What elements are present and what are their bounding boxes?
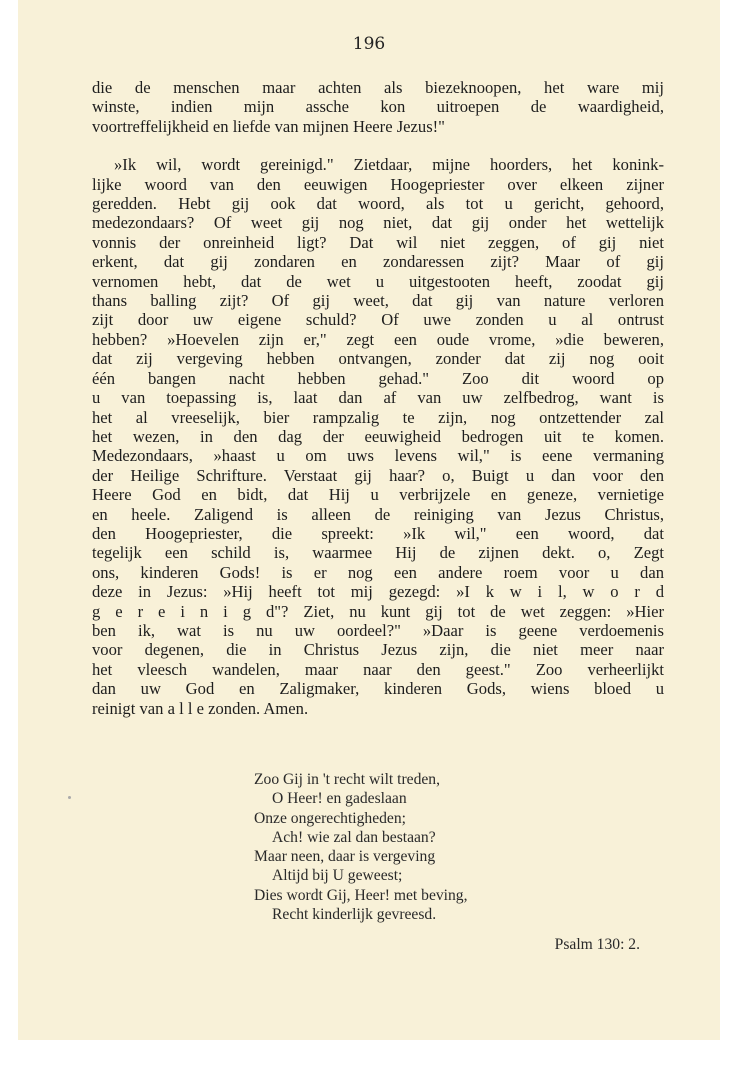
text-line: voortreffelijkheid en liefde van mijnen Heere Jezus!"	[92, 116, 445, 136]
text-line: het vleesch wandelen, maar naar den geest." Zoo verheerlijkt	[92, 659, 664, 679]
text-line: ons, kinderen Gods! is er nog een andere roem voor u dan	[92, 562, 664, 582]
text-line: u van toepassing is, laat dan af van uw zelfbedrog, want is	[92, 388, 664, 408]
text-line: hebben? »Hoevelen zijn er," zegt een oude vrome, »die beweren,	[92, 329, 664, 349]
book-page	[18, 0, 720, 1040]
paragraph-2	[92, 155, 664, 718]
text-line: reinigt van a l l e zonden. Amen.	[92, 698, 309, 718]
psalm-verse	[254, 770, 634, 924]
verse-line: O Heer! en gadeslaan	[272, 790, 407, 808]
text-line: tegelijk een schild is, waarmee Hij de zijnen dekt. o, Zegt	[92, 543, 664, 563]
text-line: en heele. Zaligend is alleen de reiniging van Jezus Christus,	[92, 504, 664, 524]
text-line: erkent, dat gij zondaren en zondaressen zijt? Maar of gij	[92, 252, 664, 272]
text-line: ben ik, wat is nu uw oordeel?" »Daar is geene verdoemenis	[92, 620, 664, 640]
text-line: het al vreeselijk, bier rampzalig te zijn, nog ontzettender zal	[92, 407, 664, 427]
text-line: der Heilige Schrifture. Verstaat gij haar? o, Buigt u dan voor den	[92, 465, 664, 485]
verse-line: Onze ongerechtigheden;	[254, 809, 406, 827]
text-line: vernomen hebt, dat de wet u uitgestooten heeft, zoodat gij	[92, 271, 664, 291]
text-line: zijt door uw eigene schuld? Of uwe zonden u al ontrust	[92, 310, 664, 330]
paper-speck	[68, 796, 71, 799]
text-line: één bangen nacht hebben gehad." Zoo dit woord op	[92, 368, 664, 388]
verse-line: Recht kinderlijk gevreesd.	[272, 906, 437, 924]
text-line: dan uw God en Zaligmaker, kinderen Gods, wiens bloed u	[92, 679, 664, 699]
verse-line: Zoo Gij in 't recht wilt treden,	[254, 771, 440, 788]
text-line: Heere God en bidt, dat Hij u verbrijzele en geneze, vernietige	[92, 485, 664, 505]
text-line: thans balling zijt? Of gij weet, dat gij van nature verloren	[92, 291, 664, 311]
psalm-reference: Psalm 130: 2.	[554, 936, 640, 953]
text-line: vonnis der onreinheid ligt? Dat wil niet zeggen, of gij niet	[92, 232, 664, 252]
text-line: lijke woord van den eeuwigen Hoogepriester over elkeen zijner	[92, 174, 664, 194]
page-number: 196	[352, 34, 386, 54]
text-line: Medezondaars, »haast u om uws levens wil," is eene vermaning	[92, 446, 664, 466]
text-line: deze in Jezus: »Hij heeft tot mij gezegd: »I k w i l, w o r d	[92, 582, 664, 602]
text-line: het wezen, in den dag der eeuwigheid bedrogen uit te komen.	[92, 426, 664, 446]
body-text	[92, 78, 664, 718]
text-line: den Hoogepriester, die spreekt: »Ik wil," een woord, dat	[92, 523, 664, 543]
text-line: winste, indien mijn assche kon uitroepen de waardigheid,	[92, 97, 664, 117]
text-line: geredden. Hebt gij ook dat woord, als tot u gericht, gehoord,	[92, 194, 664, 214]
text-line: g e r e i n i g d"? Ziet, nu kunt gij tot de wet zeggen: »Hier	[92, 601, 664, 621]
verse-line: Dies wordt Gij, Heer! met beving,	[254, 886, 468, 904]
text-line: medezondaars? Of weet gij nog niet, dat gij onder het wettelijk	[92, 213, 664, 233]
text-line: die de menschen maar achten als biezeknoopen, het ware mij	[92, 78, 664, 97]
paragraph-1	[92, 78, 664, 136]
verse-line: Ach! wie zal dan bestaan?	[272, 828, 436, 846]
text-line: »Ik wil, wordt gereinigd." Zietdaar, mijne hoorders, het konink-	[114, 155, 664, 175]
verse-line: Maar neen, daar is vergeving	[254, 848, 436, 866]
text-line: dat zij vergeving hebben ontvangen, zonder dat zij nog ooit	[92, 349, 664, 369]
text-line: voor degenen, die in Christus Jezus zijn, die niet meer naar	[92, 640, 664, 660]
verse-line: Altijd bij U geweest;	[272, 867, 403, 885]
